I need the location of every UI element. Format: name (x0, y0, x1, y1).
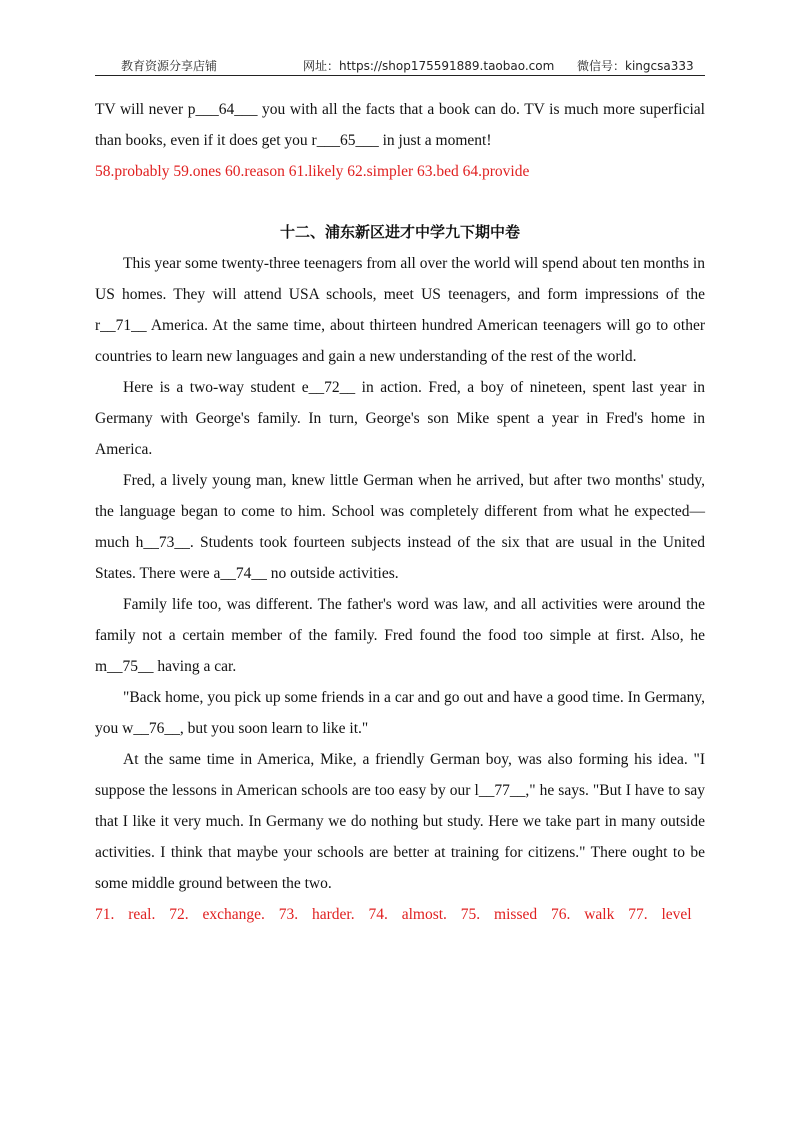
document-body (95, 94, 705, 930)
top-answer-key: 58.probably 59.ones 60.reason 61.likely 62.simpler 63.bed 64.provide (95, 163, 530, 180)
section-title: 十二、浦东新区进才中学九下期中卷 (279, 223, 520, 241)
paragraph: "Back home, you pick up some friends in a car and go out and have a good time. In Germany, you w__76__, but you soon learn to like it." (95, 689, 705, 737)
top-paragraph: TV will never p___64___ you with all the facts that a book can do. TV is much more superficial than books, even if it does get you r___65___ in just a moment! (95, 101, 705, 149)
paragraph: This year some twenty-three teenagers from all over the world will spend about ten months in US homes. They will attend USA schools, meet US teenagers, and form impressions of the r__71__ America. At the same time, about thirteen hundred American teenagers will go to other countries to learn new languages and gain a new understanding of the rest of the world. (95, 255, 705, 365)
header-shop-name: 教育资源分享店铺 (121, 59, 218, 73)
paragraph: Fred, a lively young man, knew little German when he arrived, but after two months' study, the language began to come to him. School was completely different from what he expected—much h__73__. Students took fourteen subjects instead of the six that are usual in the United States. There were a__74__ no outside activities. (95, 472, 705, 582)
header-wechat: 微信号：kingcsa333 (577, 59, 694, 73)
paragraph: At the same time in America, Mike, a friendly German boy, was also forming his idea. "I suppose the lessons in American schools are too easy by our l__77__," he says. "But I have to say that I like it very much. In Germany we do nothing but study. Here we take part in many outside activities. I think that maybe your schools are better at training for citizens." There ought to be some middle ground between the two. (95, 751, 705, 892)
page-header (95, 55, 705, 76)
header-website[interactable]: 网址：https://shop175591889.taobao.com (303, 59, 555, 73)
bottom-answer-key: 71. real. 72. exchange. 73. harder. 74. almost. 75. missed 76. walk 77. level (95, 906, 692, 923)
paragraph: Here is a two-way student e__72__ in action. Fred, a boy of nineteen, spent last year in Germany with George's family. In turn, George's son Mike spent a year in Fred's home in America. (95, 379, 705, 458)
paragraph: Family life too, was different. The father's word was law, and all activities were around the family not a certain member of the family. Fred found the food too simple at first. Also, he m__75__ having a car. (95, 596, 705, 675)
